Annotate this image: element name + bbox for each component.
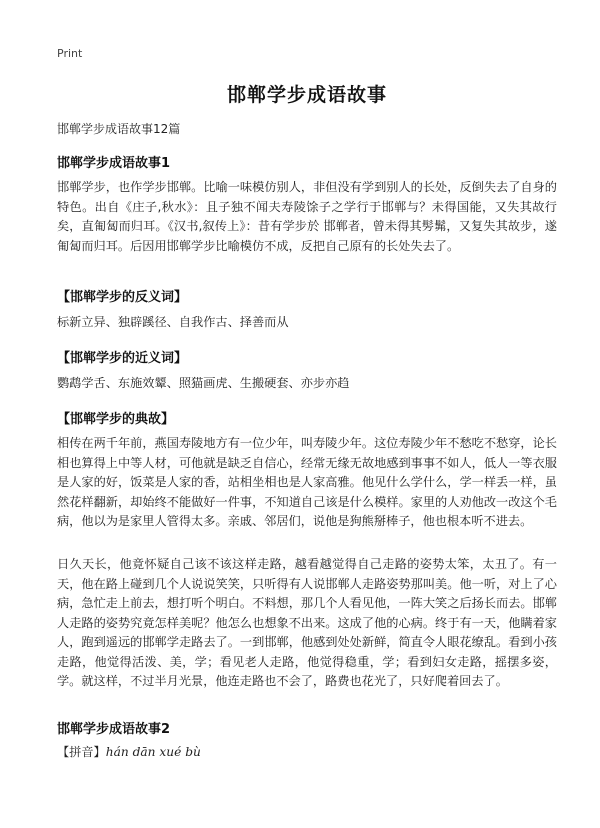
story1-heading: 邯郸学步成语故事1	[57, 156, 171, 171]
allusion-heading: 【邯郸学步的典故】	[57, 412, 175, 427]
allusion-paragraph-1: 相传在两千年前，燕国寿陵地方有一位少年，叫寿陵少年。这位寿陵少年不愁吃不愁穿，论长相也算得上中等人材，可他就是缺乏自信心，经常无缘无故地感到事事不如人，低人一等衣服是人家的好，饭菜是人家的香，站相坐相也是人家高雅。他见什么学什么，学一样丢一样，虽然花样翻新，却始终不能做好一件事，不知道自己该是什么模样。家里的人劝他改一改这个毛病，他以为是家里人管得太多。亲戚、邻居们，说他是狗熊掰棒子，他也根本听不进去。	[57, 436, 557, 528]
synonym-heading: 【邯郸学步的近义词】	[57, 351, 188, 366]
pinyin-line	[57, 743, 557, 763]
synonym-list: 鹦鹉学舌、东施效颦、照猫画虎、生搬硬套、亦步亦趋	[57, 376, 350, 390]
antonym-heading: 【邯郸学步的反义词】	[57, 290, 188, 305]
allusion-paragraph-2: 日久天长，他竟怀疑自己该不该这样走路，越看越觉得自己走路的姿势太笨，太丑了。有一天，他在路上碰到几个人说说笑笑，只听得有人说邯郸人走路姿势那叫美。他一听，对上了心病，急忙走上前去，想打听个明白。不料想，那几个人看见他，一阵大笑之后扬长而去。邯郸人走路的姿势究竟怎样美呢？他怎么也想象不出来。这成了他的心病。终于有一天，他瞒着家人，跑到遥远的邯郸学走路去了。一到邯郸，他感到处处新鲜，简直令人眼花缭乱。看到小孩走路，他觉得活泼、美，学；看见老人走路，他觉得稳重，学；看到妇女走路，摇摆多姿，学。就这样，不过半月光景，他连走路也不会了，路费也花光了，只好爬着回去了。	[57, 557, 557, 688]
story1-intro: 邯郸学步，也作学步邯郸。比喻一味模仿别人，非但没有学到别人的长处，反倒失去了自身的特色。出自《庄子,秋水》：且子独不闻夫寿陵馀子之学行于邯郸与？未得国能，又失其故行矣，直匍匐而归耳。《汉书,叙传上》：昔有学步於 邯郸者，曾未得其髣髴，又复失其故步，遂匍匐而归耳。后因用邯郸学步比喻模仿不成，反把自己原有的长处失去了。	[57, 180, 557, 253]
document-subtitle: 邯郸学步成语故事12篇	[57, 122, 181, 136]
story2-heading: 邯郸学步成语故事2	[57, 722, 171, 737]
pinyin-text: hán dān xué bù	[105, 745, 201, 759]
page-title: 邯郸学步成语故事	[226, 84, 387, 106]
print-label: Print	[57, 47, 83, 60]
pinyin-label: 【拼音】	[57, 745, 106, 759]
antonym-list: 标新立异、独辟蹊径、自我作古、择善而从	[57, 315, 289, 329]
